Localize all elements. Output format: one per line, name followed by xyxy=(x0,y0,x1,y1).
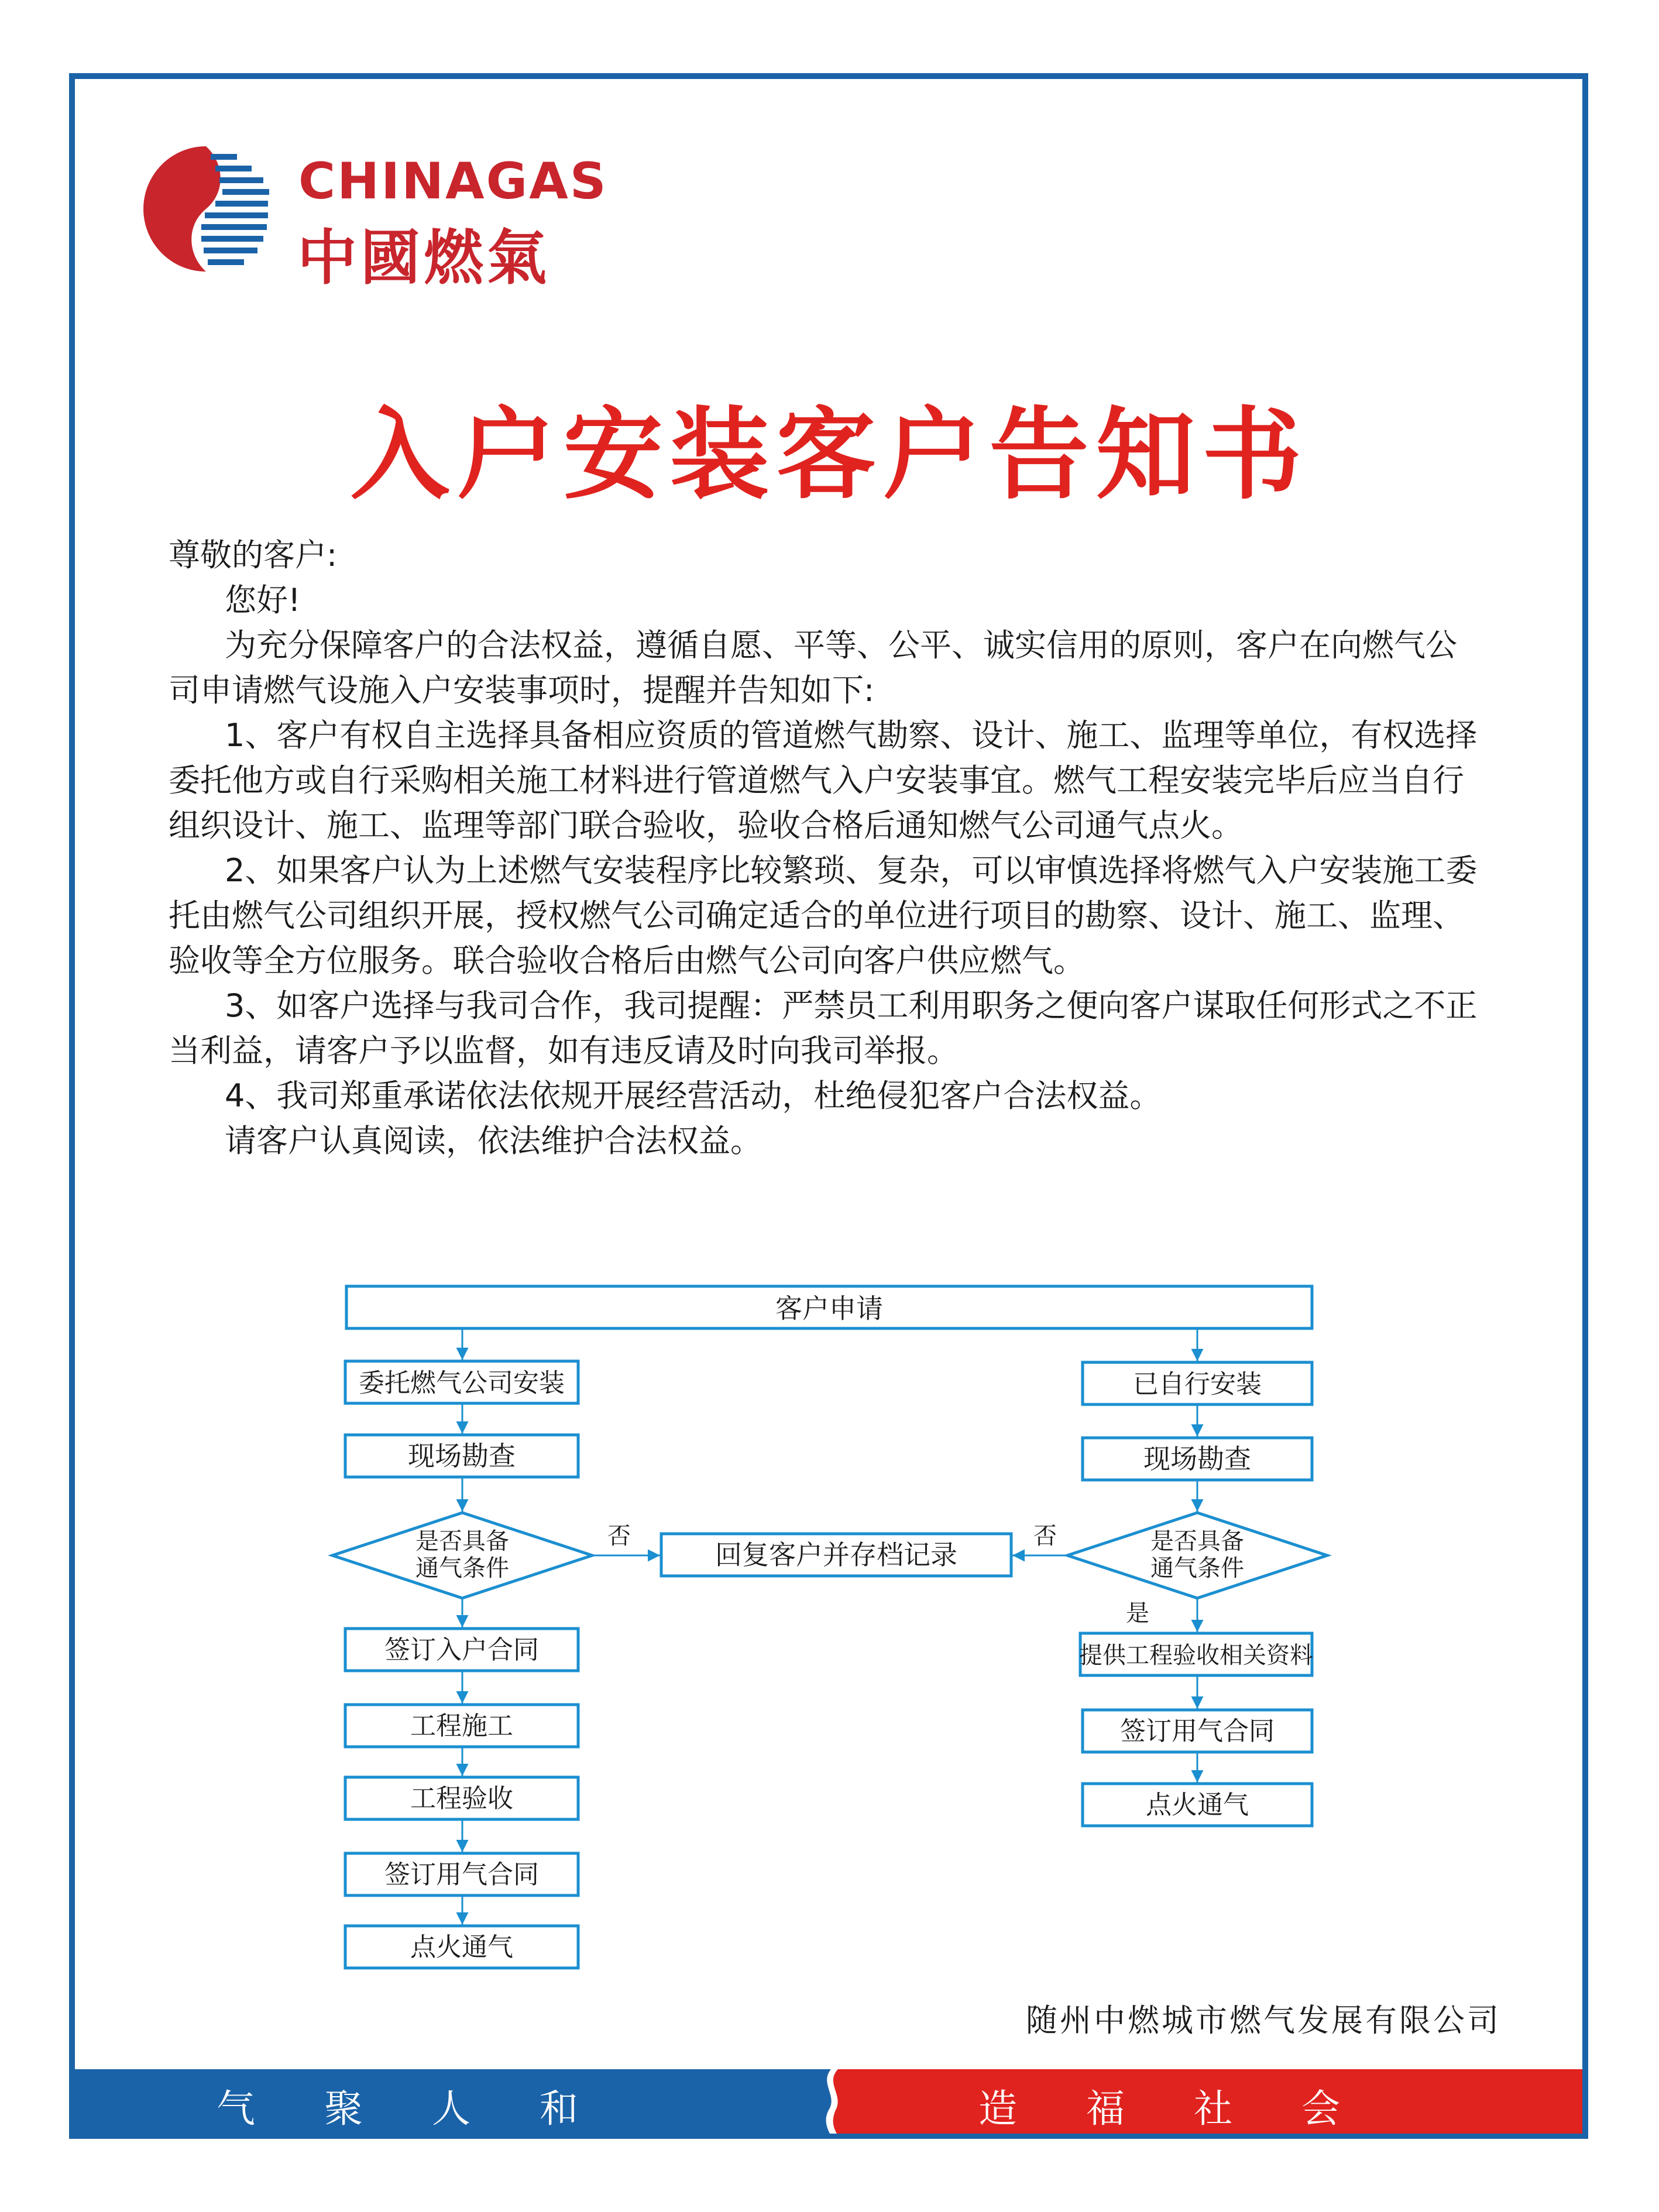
notice-item-1: 1、客户有权自主选择具备相应资质的管道燃气勘察、设计、施工、监理等单位，有权选择委托他方或自行采购相关施工材料进行管道燃气入户安装事宜。燃气工程安装完毕后应当自行组织设计、施工、监理等部门联合验收，验收合格后通知燃气公司通气点火。 xyxy=(169,717,1478,844)
flow-right-step-3-label: 提供工程验收相关资料 xyxy=(1079,1642,1313,1669)
brand-name-en: CHINAGAS xyxy=(298,152,608,211)
notice-item-2: 2、如果客户认为上述燃气安装程序比较繁琐、复杂，可以审慎选择将燃气入户安装施工委托由燃气公司组织开展，授权燃气公司确定适合的单位进行项目的勘察、设计、施工、监理、验收等全方位服务。联合验收合格后由燃气公司向客户供应燃气。 xyxy=(169,852,1478,979)
greeting: 您好! xyxy=(225,582,301,619)
flow-yes-label-right: 是 xyxy=(1126,1600,1149,1627)
flow-right-step-2-label: 现场勘查 xyxy=(1143,1443,1251,1475)
footer-slogan-left: 气聚人和 xyxy=(217,2086,647,2131)
flow-left-step-3-label: 签订入户合同 xyxy=(384,1635,539,1665)
flow-no-label-left: 否 xyxy=(607,1523,631,1550)
flow-right-step-5-label: 点火通气 xyxy=(1146,1790,1249,1820)
flow-right-step-1-label: 已自行安装 xyxy=(1133,1369,1262,1399)
flow-left-step-4-label: 工程施工 xyxy=(410,1711,513,1741)
notice-item-3: 3、如客户选择与我司合作，我司提醒：严禁员工利用职务之便向客户谋取任何形式之不正当利益，请客户予以监督，如有违反请及时向我司举报。 xyxy=(169,987,1478,1069)
flow-no-label-right: 否 xyxy=(1033,1523,1057,1550)
flow-right-decision-line-1: 是否具备 xyxy=(1150,1528,1244,1555)
flow-left-step-7-label: 点火通气 xyxy=(410,1932,513,1962)
notice-item-4: 4、我司郑重承诺依法依规开展经营活动，杜绝侵犯客户合法权益。 xyxy=(225,1077,1162,1114)
flow-left-step-6-label: 签订用气合同 xyxy=(384,1860,539,1890)
brand-name-zh: 中國燃氣 xyxy=(297,224,550,293)
intro-paragraph: 为充分保障客户的合法权益，遵循自愿、平等、公平、诚实信用的原则，客户在向燃气公司申请燃气设施入户安装事项时，提醒并告知如下: xyxy=(169,627,1457,709)
footer-swoosh-icon xyxy=(802,2069,854,2134)
flow-right-step-4-label: 签订用气合同 xyxy=(1120,1716,1275,1746)
flow-left-step-1-label: 委托燃气公司安装 xyxy=(359,1368,565,1398)
flow-left-step-2-label: 现场勘查 xyxy=(408,1440,516,1472)
salutation: 尊敬的客户: xyxy=(169,537,338,573)
flow-left-step-5-label: 工程验收 xyxy=(410,1784,513,1813)
flow-start-label: 客户申请 xyxy=(775,1293,883,1324)
flow-middle-label: 回复客户并存档记录 xyxy=(715,1539,957,1571)
page-title: 入户安装客户告知书 xyxy=(350,397,1309,513)
flow-left-decision-line-2: 通气条件 xyxy=(415,1555,509,1582)
flow-left-decision-line-1: 是否具备 xyxy=(415,1528,509,1555)
company-name: 随州中燃城市燃气发展有限公司 xyxy=(1026,2002,1501,2039)
footer-slogan-right: 造福社会 xyxy=(978,2086,1409,2131)
flow-right-decision-line-2: 通气条件 xyxy=(1150,1555,1244,1582)
closing-paragraph: 请客户认真阅读，依法维护合法权益。 xyxy=(225,1122,762,1159)
